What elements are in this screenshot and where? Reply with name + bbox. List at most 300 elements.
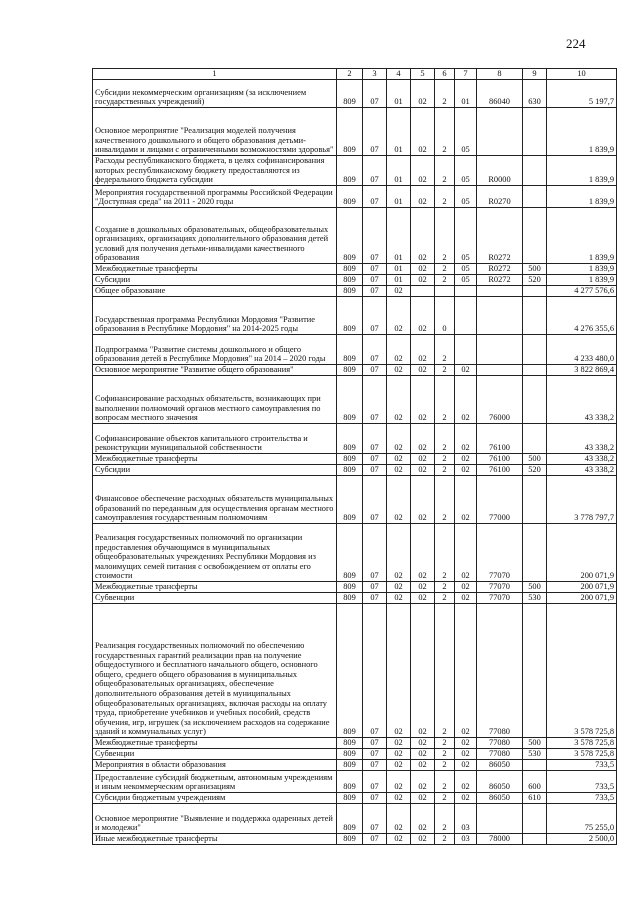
code-cell <box>455 335 477 365</box>
row-name: Мероприятия государственной программы Российской Федерации "Доступная среда" на 2011 - 2020 годы <box>93 186 337 208</box>
code-cell: 03 <box>455 834 477 845</box>
code-cell <box>523 365 547 376</box>
table-row <box>93 424 617 454</box>
code-cell: 02 <box>411 834 435 845</box>
code-cell: 01 <box>387 208 411 264</box>
code-cell: 809 <box>337 156 363 186</box>
code-cell: 02 <box>411 297 435 335</box>
code-cell: 01 <box>455 80 477 108</box>
code-cell: 07 <box>363 286 387 297</box>
code-cell: 2 <box>435 335 455 365</box>
code-cell: 02 <box>455 582 477 593</box>
code-cell: 07 <box>363 208 387 264</box>
code-cell: 2 <box>435 454 455 465</box>
code-cell: 2 <box>435 524 455 582</box>
code-cell: 02 <box>411 80 435 108</box>
header-cell: 1 <box>93 69 337 80</box>
code-cell: 809 <box>337 424 363 454</box>
code-cell: 02 <box>455 454 477 465</box>
code-cell: 02 <box>411 186 435 208</box>
code-cell: 02 <box>411 749 435 760</box>
code-cell: 2 <box>435 793 455 804</box>
code-cell: 02 <box>387 771 411 793</box>
code-cell: 02 <box>411 771 435 793</box>
code-cell: 02 <box>455 476 477 524</box>
code-cell: 809 <box>337 376 363 424</box>
code-cell: 05 <box>455 108 477 156</box>
code-cell: R0270 <box>477 186 523 208</box>
code-cell <box>477 286 523 297</box>
code-cell: 02 <box>387 376 411 424</box>
code-cell: 07 <box>363 465 387 476</box>
code-cell: 809 <box>337 476 363 524</box>
code-cell <box>523 186 547 208</box>
page-number: 224 <box>566 36 586 51</box>
code-cell: 2 <box>435 465 455 476</box>
code-cell: 02 <box>387 738 411 749</box>
amount-cell: 4 277 576,6 <box>547 286 617 297</box>
table-row <box>93 186 617 208</box>
code-cell: 2 <box>435 582 455 593</box>
code-cell: 2 <box>435 593 455 604</box>
code-cell <box>435 286 455 297</box>
code-cell: 02 <box>387 593 411 604</box>
row-name: Реализация государственных полномочий по организации предоставления обучающимся в муниципальных общеобразовательных учреждениях Республики Мордовия из малоимущих семей питания с освобождением от оплаты его стоимости <box>93 524 337 582</box>
code-cell: 76100 <box>477 424 523 454</box>
amount-cell: 3 778 797,7 <box>547 476 617 524</box>
code-cell: 809 <box>337 524 363 582</box>
code-cell: 610 <box>523 793 547 804</box>
table-row <box>93 365 617 376</box>
code-cell: 02 <box>455 365 477 376</box>
amount-cell: 43 338,2 <box>547 454 617 465</box>
code-cell: 01 <box>387 264 411 275</box>
code-cell <box>477 804 523 834</box>
code-cell <box>455 286 477 297</box>
table-row <box>93 286 617 297</box>
row-name: Субсидии <box>93 275 337 286</box>
code-cell: 05 <box>455 156 477 186</box>
code-cell: 02 <box>387 582 411 593</box>
header-cell: 3 <box>363 69 387 80</box>
code-cell: 02 <box>411 376 435 424</box>
table-row <box>93 208 617 264</box>
table-row <box>93 297 617 335</box>
table-row <box>93 476 617 524</box>
row-name: Основное мероприятие "Реализация моделей получения качественного дошкольного и общего образования детьми-инвалидами и лицами с ограниченными возможностями здоровья" <box>93 108 337 156</box>
code-cell: 02 <box>387 604 411 738</box>
code-cell: 2 <box>435 749 455 760</box>
code-cell: 2 <box>435 275 455 286</box>
code-cell: 500 <box>523 582 547 593</box>
code-cell: 07 <box>363 454 387 465</box>
row-name: Основное мероприятие "Выявление и поддержка одаренных детей и молодежи" <box>93 804 337 834</box>
table-row <box>93 524 617 582</box>
code-cell: 77000 <box>477 476 523 524</box>
amount-cell: 733,5 <box>547 771 617 793</box>
code-cell: 809 <box>337 108 363 156</box>
code-cell: 2 <box>435 760 455 771</box>
code-cell: 02 <box>411 365 435 376</box>
row-name: Софинансирование объектов капитального строительства и реконструкции муниципальной собственности <box>93 424 337 454</box>
header-cell: 2 <box>337 69 363 80</box>
code-cell: 07 <box>363 834 387 845</box>
code-cell: 630 <box>523 80 547 108</box>
code-cell: 07 <box>363 424 387 454</box>
code-cell: 02 <box>411 804 435 834</box>
code-cell: 809 <box>337 582 363 593</box>
amount-cell: 4 233 480,0 <box>547 335 617 365</box>
row-name: Субсидии бюджетным учреждениям <box>93 793 337 804</box>
amount-cell: 3 822 869,4 <box>547 365 617 376</box>
code-cell: 02 <box>387 424 411 454</box>
code-cell <box>523 208 547 264</box>
row-name: Общее образование <box>93 286 337 297</box>
row-name: Субсидии <box>93 465 337 476</box>
amount-cell: 200 071,9 <box>547 593 617 604</box>
header-cell: 8 <box>477 69 523 80</box>
amount-cell: 5 197,7 <box>547 80 617 108</box>
code-cell: 77080 <box>477 749 523 760</box>
code-cell <box>523 524 547 582</box>
table-row <box>93 834 617 845</box>
table-row <box>93 108 617 156</box>
code-cell: 520 <box>523 275 547 286</box>
code-cell: 07 <box>363 186 387 208</box>
table-row <box>93 80 617 108</box>
code-cell: 0 <box>435 297 455 335</box>
code-cell: 02 <box>411 760 435 771</box>
code-cell: 809 <box>337 264 363 275</box>
code-cell: 02 <box>455 604 477 738</box>
row-name: Софинансирование расходных обязательств, возникающих при выполнении полномочий органов местного самоуправления по вопросам местного значения <box>93 376 337 424</box>
code-cell: 02 <box>387 335 411 365</box>
row-name: Подпрограмма "Развитие системы дошкольного и общего образования детей в Республике Мордовия" на 2014 – 2020 годы <box>93 335 337 365</box>
row-name: Финансовое обеспечение расходных обязательств муниципальных образований по переданным для осуществления органам местного самоуправления государственным полномочиям <box>93 476 337 524</box>
code-cell: 2 <box>435 476 455 524</box>
code-cell: 05 <box>455 275 477 286</box>
code-cell: 77080 <box>477 738 523 749</box>
table-row <box>93 454 617 465</box>
code-cell: 77080 <box>477 604 523 738</box>
code-cell: 02 <box>411 454 435 465</box>
code-cell: 02 <box>387 465 411 476</box>
amount-cell: 1 839,9 <box>547 208 617 264</box>
code-cell: 07 <box>363 275 387 286</box>
code-cell: 07 <box>363 335 387 365</box>
code-cell: 2 <box>435 108 455 156</box>
code-cell: 05 <box>455 186 477 208</box>
code-cell: 07 <box>363 604 387 738</box>
code-cell <box>477 365 523 376</box>
amount-cell: 75 255,0 <box>547 804 617 834</box>
code-cell: 76100 <box>477 454 523 465</box>
code-cell: 500 <box>523 264 547 275</box>
code-cell: 02 <box>411 465 435 476</box>
code-cell: 500 <box>523 454 547 465</box>
code-cell: 809 <box>337 297 363 335</box>
row-name: Межбюджетные трансферты <box>93 738 337 749</box>
code-cell: 07 <box>363 264 387 275</box>
amount-cell: 43 338,2 <box>547 465 617 476</box>
code-cell: 02 <box>411 524 435 582</box>
table-row <box>93 582 617 593</box>
code-cell: 2 <box>435 738 455 749</box>
row-name: Государственная программа Республики Мордовия "Развитие образования в Республике Мордовия" на 2014-2025 годы <box>93 297 337 335</box>
code-cell: 02 <box>411 582 435 593</box>
code-cell: 809 <box>337 465 363 476</box>
code-cell: 02 <box>387 476 411 524</box>
code-cell: 809 <box>337 760 363 771</box>
amount-cell: 1 839,9 <box>547 186 617 208</box>
code-cell: 02 <box>455 738 477 749</box>
code-cell: 02 <box>455 760 477 771</box>
code-cell: 2 <box>435 264 455 275</box>
row-name: Предоставление субсидий бюджетным, автономным учреждениям и иным некоммерческим организациям <box>93 771 337 793</box>
code-cell: 07 <box>363 793 387 804</box>
code-cell: 05 <box>455 208 477 264</box>
code-cell: 2 <box>435 834 455 845</box>
amount-cell: 733,5 <box>547 760 617 771</box>
amount-cell: 3 578 725,8 <box>547 738 617 749</box>
row-name: Реализация государственных полномочий по обеспечению государственных гарантий реализации прав на получение общедоступного и бесплатного начального общего, основного общего, среднего общего образования в муниципальных общеобразовательных организациях, обеспечение дополнительного образования детей в муниципальных общеобразовательных организациях, включая расходы на оплату труда, приобретение учебников и учебных пособий, средств обучения, игр, игрушек (за исключением расходов на содержание зданий и коммунальных услуг) <box>93 604 337 738</box>
code-cell: 02 <box>411 793 435 804</box>
code-cell: 02 <box>455 465 477 476</box>
code-cell: 809 <box>337 749 363 760</box>
code-cell: 02 <box>455 771 477 793</box>
code-cell: 809 <box>337 275 363 286</box>
code-cell: 07 <box>363 80 387 108</box>
table-row <box>93 771 617 793</box>
code-cell: 809 <box>337 208 363 264</box>
code-cell <box>523 760 547 771</box>
code-cell: 02 <box>387 760 411 771</box>
code-cell: 02 <box>411 424 435 454</box>
code-cell: 01 <box>387 275 411 286</box>
amount-cell: 2 500,0 <box>547 834 617 845</box>
amount-cell: 1 839,9 <box>547 275 617 286</box>
table-row <box>93 604 617 738</box>
amount-cell: 1 839,9 <box>547 264 617 275</box>
code-cell: 02 <box>387 454 411 465</box>
amount-cell: 43 338,2 <box>547 376 617 424</box>
code-cell: 01 <box>387 156 411 186</box>
code-cell: R0272 <box>477 208 523 264</box>
header-cell: 4 <box>387 69 411 80</box>
row-name: Субвенции <box>93 593 337 604</box>
code-cell: 2 <box>435 771 455 793</box>
code-cell <box>523 604 547 738</box>
code-cell: 809 <box>337 365 363 376</box>
code-cell: 02 <box>411 738 435 749</box>
code-cell: 76000 <box>477 376 523 424</box>
table-row <box>93 156 617 186</box>
code-cell: 02 <box>455 424 477 454</box>
code-cell: 77070 <box>477 524 523 582</box>
code-cell: 02 <box>411 264 435 275</box>
code-cell: 530 <box>523 593 547 604</box>
code-cell: R0000 <box>477 156 523 186</box>
code-cell: 2 <box>435 80 455 108</box>
table-row <box>93 335 617 365</box>
row-name: Субсидии некоммерческим организациям (за исключением государственных учреждений) <box>93 80 337 108</box>
code-cell: 809 <box>337 80 363 108</box>
amount-cell: 200 071,9 <box>547 582 617 593</box>
code-cell: 07 <box>363 749 387 760</box>
code-cell: 2 <box>435 208 455 264</box>
code-cell: 809 <box>337 771 363 793</box>
row-name: Иные межбюджетные трансферты <box>93 834 337 845</box>
code-cell: 02 <box>455 793 477 804</box>
row-name: Мероприятия в области образования <box>93 760 337 771</box>
header-cell: 10 <box>547 69 617 80</box>
code-cell: 07 <box>363 582 387 593</box>
code-cell <box>411 286 435 297</box>
code-cell: 07 <box>363 524 387 582</box>
code-cell: 07 <box>363 593 387 604</box>
amount-cell: 43 338,2 <box>547 424 617 454</box>
code-cell: 02 <box>411 208 435 264</box>
code-cell: 2 <box>435 376 455 424</box>
code-cell <box>477 297 523 335</box>
code-cell: 07 <box>363 365 387 376</box>
code-cell: 77070 <box>477 593 523 604</box>
code-cell <box>477 335 523 365</box>
code-cell: 02 <box>411 476 435 524</box>
table-row <box>93 793 617 804</box>
code-cell: 07 <box>363 804 387 834</box>
code-cell: 809 <box>337 186 363 208</box>
code-cell: 2 <box>435 186 455 208</box>
code-cell: 809 <box>337 793 363 804</box>
code-cell: 02 <box>387 749 411 760</box>
code-cell: 809 <box>337 834 363 845</box>
code-cell <box>523 804 547 834</box>
code-cell: 2 <box>435 365 455 376</box>
code-cell: 02 <box>455 376 477 424</box>
row-name: Основное мероприятие "Развитие общего образования" <box>93 365 337 376</box>
code-cell: 76100 <box>477 465 523 476</box>
code-cell <box>523 286 547 297</box>
code-cell: 86050 <box>477 771 523 793</box>
code-cell: 600 <box>523 771 547 793</box>
code-cell: 809 <box>337 593 363 604</box>
code-cell: 78000 <box>477 834 523 845</box>
table-row <box>93 264 617 275</box>
code-cell: 07 <box>363 760 387 771</box>
code-cell: 02 <box>455 593 477 604</box>
row-name: Создание в дошкольных образовательных, общеобразовательных организациях, организациях дополнительного образования детей условий для получения детьми-инвалидами качественного образования <box>93 208 337 264</box>
code-cell: 809 <box>337 604 363 738</box>
amount-cell: 3 578 725,8 <box>547 604 617 738</box>
table-row <box>93 376 617 424</box>
amount-cell: 3 578 725,8 <box>547 749 617 760</box>
code-cell: 2 <box>435 156 455 186</box>
header-cell: 7 <box>455 69 477 80</box>
table-row <box>93 738 617 749</box>
amount-cell: 733,5 <box>547 793 617 804</box>
code-cell: 809 <box>337 335 363 365</box>
code-cell <box>523 108 547 156</box>
table-row <box>93 749 617 760</box>
code-cell: 02 <box>411 604 435 738</box>
code-cell: 02 <box>411 593 435 604</box>
amount-cell: 1 839,9 <box>547 108 617 156</box>
code-cell: 02 <box>411 275 435 286</box>
code-cell: R0272 <box>477 275 523 286</box>
code-cell: 01 <box>387 108 411 156</box>
code-cell <box>523 424 547 454</box>
table-row <box>93 275 617 286</box>
code-cell: 03 <box>455 804 477 834</box>
code-cell <box>523 297 547 335</box>
code-cell <box>523 156 547 186</box>
code-cell: 01 <box>387 80 411 108</box>
code-cell <box>477 108 523 156</box>
table-row <box>93 593 617 604</box>
code-cell: 02 <box>387 365 411 376</box>
code-cell: 809 <box>337 454 363 465</box>
header-cell: 9 <box>523 69 547 80</box>
code-cell: 02 <box>411 108 435 156</box>
amount-cell: 200 071,9 <box>547 524 617 582</box>
code-cell: 07 <box>363 771 387 793</box>
code-cell: 07 <box>363 738 387 749</box>
code-cell <box>455 297 477 335</box>
code-cell: 2 <box>435 424 455 454</box>
code-cell: 2 <box>435 804 455 834</box>
table-header <box>93 69 617 80</box>
code-cell <box>523 834 547 845</box>
code-cell: 500 <box>523 738 547 749</box>
row-name: Межбюджетные трансферты <box>93 582 337 593</box>
code-cell: 02 <box>387 834 411 845</box>
code-cell: R0272 <box>477 264 523 275</box>
code-cell: 02 <box>387 804 411 834</box>
row-name: Межбюджетные трансферты <box>93 264 337 275</box>
table-row <box>93 760 617 771</box>
header-cell: 6 <box>435 69 455 80</box>
code-cell: 02 <box>455 749 477 760</box>
code-cell: 77070 <box>477 582 523 593</box>
code-cell: 809 <box>337 804 363 834</box>
code-cell: 02 <box>411 156 435 186</box>
amount-cell: 1 839,9 <box>547 156 617 186</box>
code-cell: 86050 <box>477 760 523 771</box>
row-name: Субвенции <box>93 749 337 760</box>
code-cell: 01 <box>387 186 411 208</box>
code-cell: 02 <box>455 524 477 582</box>
amount-cell: 4 276 355,6 <box>547 297 617 335</box>
table-row <box>93 465 617 476</box>
code-cell: 02 <box>411 335 435 365</box>
code-cell: 05 <box>455 264 477 275</box>
code-cell: 809 <box>337 738 363 749</box>
code-cell <box>523 335 547 365</box>
code-cell <box>523 376 547 424</box>
code-cell: 809 <box>337 286 363 297</box>
code-cell: 07 <box>363 108 387 156</box>
budget-table <box>92 68 617 845</box>
code-cell: 07 <box>363 297 387 335</box>
code-cell: 07 <box>363 476 387 524</box>
table-row <box>93 804 617 834</box>
code-cell: 520 <box>523 465 547 476</box>
code-cell: 02 <box>387 297 411 335</box>
row-name: Межбюджетные трансферты <box>93 454 337 465</box>
code-cell: 86040 <box>477 80 523 108</box>
code-cell: 02 <box>387 286 411 297</box>
